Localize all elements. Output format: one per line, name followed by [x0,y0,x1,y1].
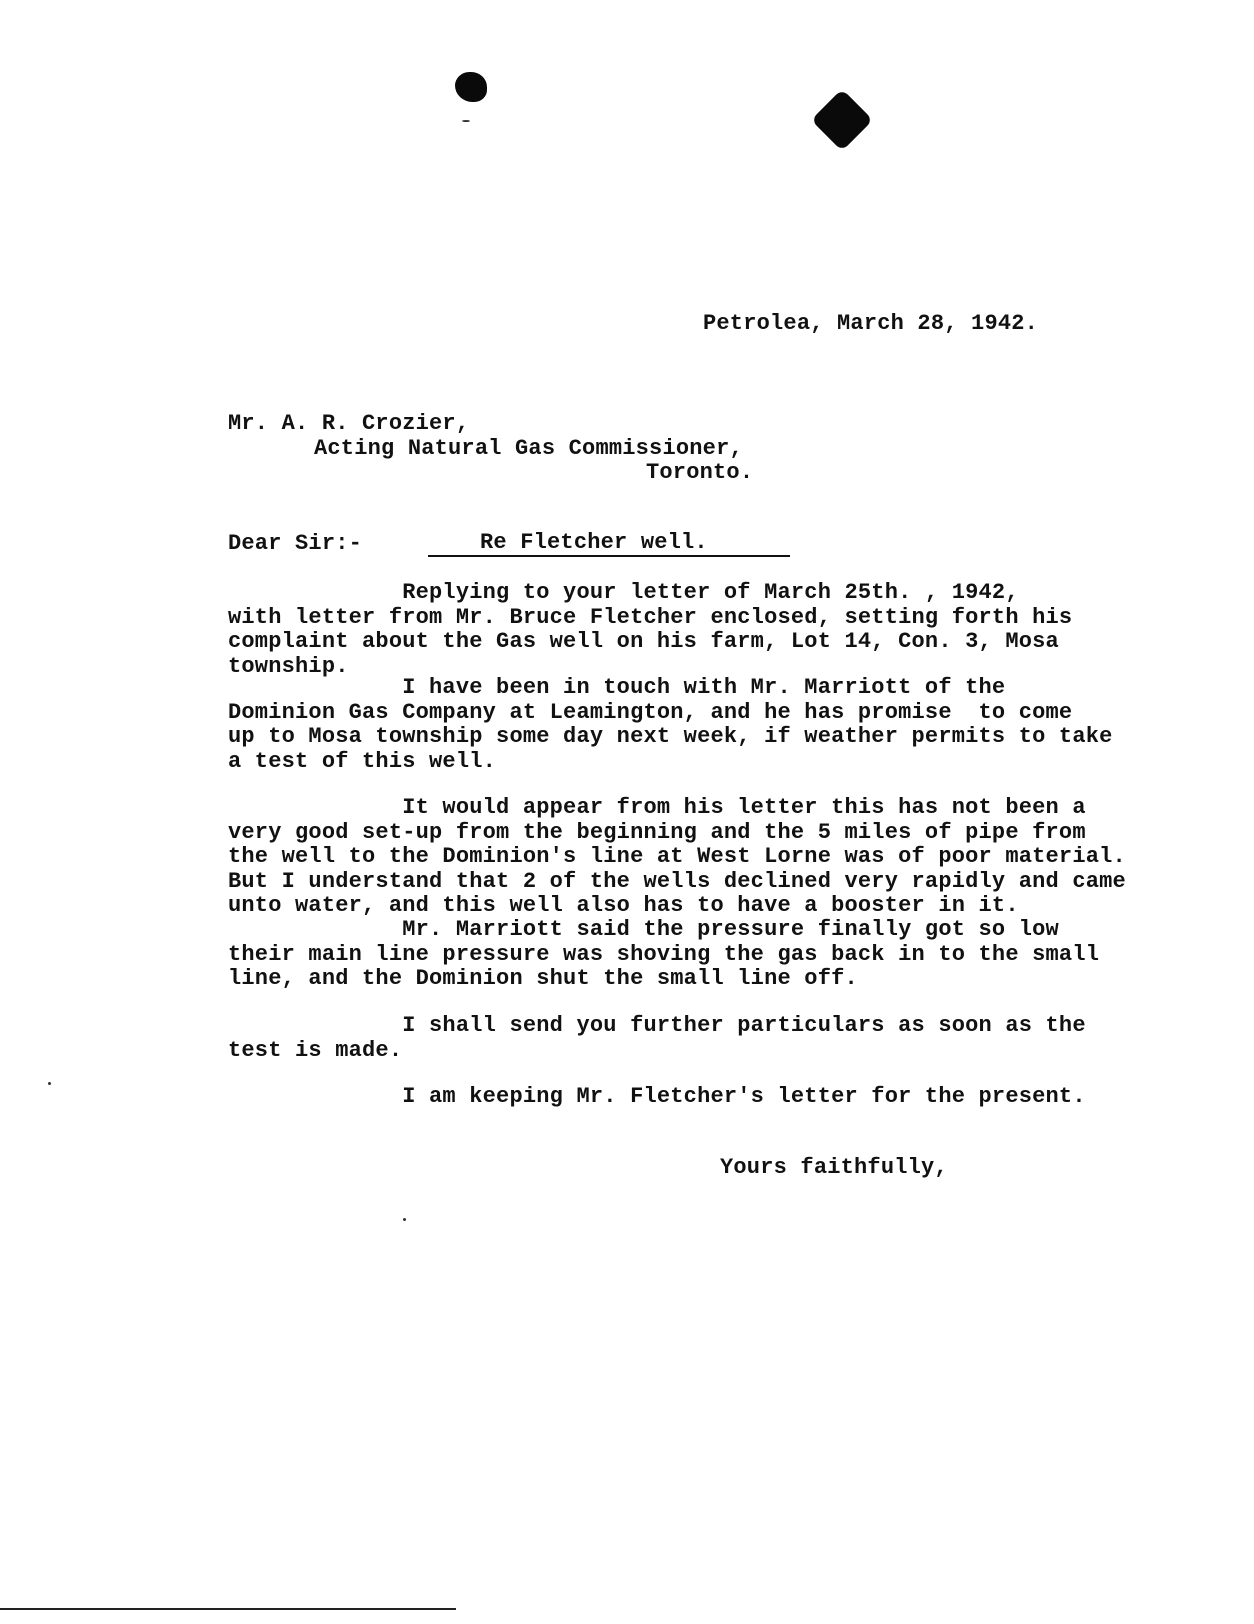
scan-speck [48,1082,51,1085]
body-paragraph: I have been in touch with Mr. Marriott of the Dominion Gas Company at Leamington, and he has promise to come up to Mosa township some day next week, if weather permits to take a test of this well. [228,675,1113,774]
recipient-name: Mr. A. R. Crozier, [228,411,470,436]
recipient-title: Acting Natural Gas Commissioner, [314,436,743,461]
salutation: Dear Sir:- [228,531,363,556]
scan-speck [462,120,470,122]
body-paragraph: Replying to your letter of March 25th. , 1942, with letter from Mr. Bruce Fletcher enclosed, setting forth his complaint about the Gas well on his farm, Lot 14, Con. 3, Mosa township. [228,580,1073,679]
body-paragraph: Mr. Marriott said the pressure finally got so low their main line pressure was shoving the gas back in to the small line, and the Dominion shut the small line off. [228,917,1100,991]
letter-date: Petrolea, March 28, 1942. [703,311,1039,336]
body-paragraph: I am keeping Mr. Fletcher's letter for the present. [228,1084,1086,1109]
closing: Yours faithfully, [720,1155,948,1180]
punch-hole-mark [811,89,873,151]
punch-hole-mark [455,72,487,102]
scan-speck [403,1218,406,1221]
recipient-city: Toronto. [646,460,754,485]
subject-line: Re Fletcher well. [428,532,790,557]
body-paragraph: I shall send you further particulars as soon as the test is made. [228,1013,1086,1063]
bottom-edge-line [0,1608,456,1610]
body-paragraph: It would appear from his letter this has not been a very good set-up from the beginning and the 5 miles of pipe from the well to the Dominion's line at West Lorne was of poor material. But I understand that 2 of the wells declined very rapidly and came unto water, and this well also has to have a booster in it. [228,795,1126,918]
